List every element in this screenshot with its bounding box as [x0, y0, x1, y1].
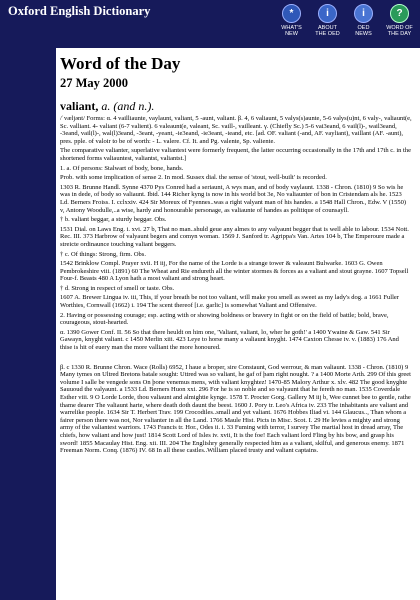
- info-icon: i: [318, 4, 337, 23]
- headword: valiant,: [60, 99, 99, 113]
- sense-1d-definition: † d. Strong in respect of smell or taste. Obs.: [60, 284, 175, 292]
- site-title[interactable]: Oxford English Dictionary: [8, 4, 151, 18]
- spacer: [60, 354, 412, 364]
- star-icon: *: [282, 4, 301, 23]
- info-icon: i: [354, 4, 373, 23]
- entry-content: [60, 52, 412, 600]
- sense-1b-definition: † b. valiant beggar, a sturdy beggar. Obs.: [60, 216, 167, 224]
- sense-2-quotations-alpha: α. 1390 Gower Conf. II. 56 So that there heuldt on him one, 'Valiant, valiant, lo, wher he goth!' a 1400 Ywaine & Gaw. 541 Sir Gawayn, knyght valiant. c 1450 Merlin xiii. 423 Leye to horse many a valiaunt knyght. 1474 Caxton Chesse iv. v. (1883) 176 And thise is hit of euery man the more valliant the more honoured.: [60, 328, 399, 352]
- sense-1a-quotations: 1303 R. Brunne Handl. Synne 4370 Pys Conred had a seriaunt, A wys man, and of body vaylaunt. 1338 - Chron. (1810) 9 So wis he was in dede, of body so valiaunt. Ibid. 144 Richer kyng is now in his world bot 3e, No valiaunter of bon in Cristendam als he. 1523 Ld. Berners Froiss. I. cclxxiv. 424 Sir Moreux of Fyennes..was a right valyant man of his handes. a 1548 Hall Chron., Edw. V (1550) v, Antony Woodulle,..a wise, hardy and honourable personage, as valiaunte of handes as politique of counsayll.: [60, 183, 407, 214]
- nav-label: ABOUT: [318, 25, 337, 31]
- question-icon: ?: [390, 4, 409, 23]
- part-of-speech: a. (and n.).: [101, 99, 155, 113]
- nav-label: NEW: [285, 31, 298, 37]
- nav-oed-news[interactable]: [347, 4, 380, 37]
- page-date: 27 May 2000: [60, 76, 129, 90]
- nav-label: WHAT'S: [281, 25, 302, 31]
- nav-about-oed[interactable]: [311, 4, 344, 37]
- nav-label: THE OED: [315, 31, 340, 37]
- forms-text: /ˈvæljənt/ Forms: α. 4 vailliaunte, vaylaunt, valiant, 5 -aunt, valiant. β. 4, 6 valiaunt, 5 valys(s)aunte, 5-6 valys(u)nt, 6 valy-, valiaunt(e, Sc. valliant. 4- valiant (6-7 valient). 6 valeaunt(e, valeant, Sc. vaill-, vailleant. γ. (Chiefly Sc.) 5-6 vai3eand, 6 vail(l)-, wail3eand, -3eand, vail(l)-, wal(l)3eand, -3eant, -yeant, -ie3eand, -ie3eant, -ieand, etc. [ad. OF. valiant (-and, AF. vayliant), vaillant (AF. -aunt), pres. pple. of valoir to be of worth: - L. valere. Cf. It. and Pg. valente, Sp. valiente.: [60, 115, 412, 145]
- sense-1a-definition: 1. a. Of persons: Stalwart of body, bone, hands.: [60, 164, 184, 172]
- sense-1c-definition: † c. Of things: Strong, firm. Obs.: [60, 250, 146, 258]
- sense-1d-quotations: 1607 A. Brewer Lingua iv. iii, This, if your breath be not too valiant, will make you smell as sweet as my lady's dog. a 1661 Fuller Worthies, Cornwall (1662) i. 194 The scent thereof [i.e. garlic] is somewhat Valiant and Offensive.: [60, 294, 399, 310]
- sense-1a-note: Prob. with some implication of sense 2. In mod. Sussex dial. the sense of 'stout, well-built' is recorded.: [60, 174, 327, 182]
- nav-label: NEWS: [355, 31, 372, 37]
- sense-1c-quotations: 1542 Brinklow Compl. Prayer xvii. H iij, For the name of the Lorde is a strange tower & valeaunt Bulwarke. 1603 G. Owen Pembrokeshire viii. (1891) 60 The Wheat and Rie endureth all the winter stormes & forces as a valiant and stout grayne. 1607 Topsell Four-f. Beasts 480 A Lyon hath a most valiant and strong heart.: [60, 260, 409, 283]
- nav-label: THE DAY: [387, 31, 412, 37]
- header-bar: [0, 0, 420, 48]
- nav-label: OED: [357, 25, 370, 31]
- left-band: [0, 48, 56, 600]
- sense-2-definition: 2. Having or possessing courage; esp. acting with or showing boldness or bravery in fight or on the field of battle; bold, brave, courageous, stout-hearted.: [60, 311, 389, 327]
- usage-note: The comparative valianter, superlative valiantest were formerly frequent, the latter occurring occasionally in the 17th and 17th c. in the shortened forms valiauntest, valiantst, valiantst.]: [60, 147, 411, 162]
- nav-word-of-the-day[interactable]: [383, 4, 416, 37]
- page-title: Word of the Day: [60, 54, 181, 73]
- headword-line: [60, 99, 412, 114]
- nav-whats-new[interactable]: [275, 4, 308, 37]
- nav-label: WORD OF: [386, 25, 413, 31]
- nav-buttons: [275, 4, 416, 37]
- sense-1b-quotations: 1531 Dial. on Laws Eng. i. xvi. 27 b, That no man..shuld geue any almes to any valyaunt begger that is well able to labour. 1534 Nott. Rec. III. 373 Harbrow of valyaunt begers and comyn woman. 1569 J. Sanford tr. Agrippa's Van. Artes 104 b, The Emperoure made a streicte ordinaunce touching valiant beggers.: [60, 225, 409, 248]
- sense-2-quotations-beta: β. c 1330 R. Brunne Chron. Wace (Rolls) 6952, I haue a broper, sire Constaunt, God werrour, & man valiaunt. 1338 - Chron. (1810) 9 Many tymes on Ultred Bretons batale sought: Uttred was so valiant, he gaf of þam right nought. ? a 1400 Morte Arth. 299 Of this greet volume I salle be vengede sons On þone venemus mens, with valiant knyghtez! 1470-85 Malory Arthur x. xlv. 482 The good knyghte Sauuoud the valyaunt. a 1533 Ld. Berners Huon xxi. 296 For he is so noble and so valyaunt that he fereth no man. 1535 Coverdale Esther viii. 9 O Lorde Lorde, thou valiaunt and almightie kynge. 1578 T. Procter Gorg. Gallery M iij b, Wee cunnet bee to gentle, rathe thame dearer The valiaunt harte, where death doth daunt the beest. 1600 J. Pory tr. Leo's Africa iv. 233 The inhabitants are valiant and warrelike people. 1634 Sir T. Herbert Trav. 199 Crocodiles..small and yet valiant. 1676 Hobbes Iliad vi. 144 Glaucus.., Than whom a fairer person there was not, Nor valianter in all the Land. 1766 Maule Hist. Picts in Misc. Scot. I. 29 He levies a mighty and strong army of the valiantest warriors. 1743 Francis tr. Hor., Odes ii. i. 33 Fuming with terror, I survey The martial host in dread array, The chiefs, how valiant and how just! 1814 Scott Lord of Isles iv. xvii, It is the foe! Each valiant lord Fling by his bow, and grasp his sword! 1855 Macaulay Hist. Eng. xii. III. 204 The Englishry generally respected him as a valiant, skilful, and generous enemy. 1871 Freeman Norm. Conq. (1876) IV. 68 In all these castles..William placed trusty and valiant captains.: [60, 363, 411, 455]
